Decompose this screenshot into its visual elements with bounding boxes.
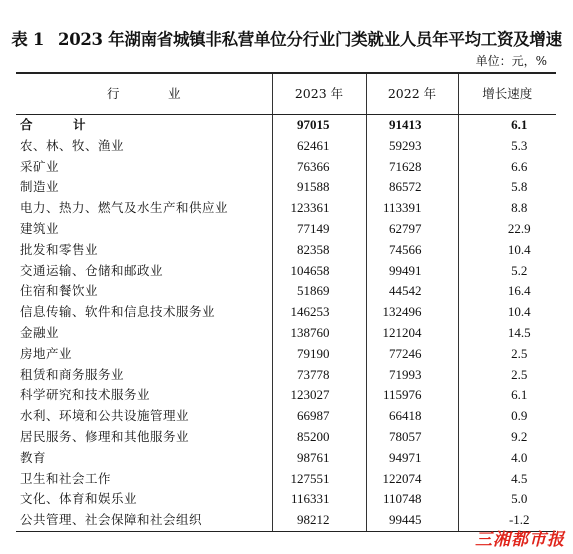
wage-2023-cell: 138760 [272, 323, 366, 344]
industry-cell: 公共管理、社会保障和社会组织 [16, 510, 272, 531]
wage-2023-cell: 85200 [272, 427, 366, 448]
table-number: 表 1 [11, 30, 45, 49]
growth-cell: 6.6 [458, 157, 556, 178]
wage-2023-cell: 116331 [272, 489, 366, 510]
growth-cell: 2.5 [458, 344, 556, 365]
wage-2022-cell: 113391 [366, 198, 458, 219]
wage-table [16, 72, 556, 532]
wage-2023-cell: 82358 [272, 240, 366, 261]
wage-2023-cell: 97015 [272, 115, 366, 136]
industry-cell: 水利、环境和公共设施管理业 [20, 408, 190, 424]
growth-cell: 10.4 [458, 302, 556, 323]
table-row [16, 136, 556, 157]
wage-2023-cell: 127551 [272, 469, 366, 490]
growth-cell: 4.0 [458, 448, 556, 469]
industry-cell: 批发和零售业 [20, 241, 99, 257]
wage-2023-cell: 146253 [272, 302, 366, 323]
growth-cell: 5.2 [458, 261, 556, 282]
wage-2023-cell: 73778 [272, 365, 366, 386]
table-title [0, 26, 573, 50]
industry-cell: 交通运输、仓储和邮政业 [20, 262, 164, 278]
table-row [16, 240, 556, 261]
table-row [16, 344, 556, 365]
wage-2022-cell: 74566 [366, 240, 458, 261]
industry-cell: 文化、体育和娱乐业 [20, 491, 138, 507]
industry-cell: 信息传输、软件和信息技术服务业 [20, 304, 216, 320]
industry-cell: 电力、热力、燃气及水生产和供应业 [20, 200, 229, 216]
growth-cell: 5.8 [458, 177, 556, 198]
wage-2022-cell: 99491 [366, 261, 458, 282]
table-row [16, 448, 556, 469]
growth-cell: 6.1 [458, 385, 556, 406]
wage-2023-cell: 62461 [272, 136, 366, 157]
table-row [16, 281, 556, 302]
table-row [16, 365, 556, 386]
industry-cell: 制造业 [20, 179, 60, 195]
growth-cell: 0.9 [458, 406, 556, 427]
table-row [16, 177, 556, 198]
table-row [16, 302, 556, 323]
industry-cell: 合 计 [20, 117, 100, 132]
industry-cell: 金融业 [20, 324, 60, 340]
wage-2022-cell: 59293 [366, 136, 458, 157]
wage-2022-cell: 86572 [366, 177, 458, 198]
table-row [16, 157, 556, 178]
industry-cell: 科学研究和技术服务业 [20, 387, 151, 403]
wage-2022-cell: 122074 [366, 469, 458, 490]
column-header-2022: 2022 年 [366, 73, 458, 115]
growth-cell: 6.1 [458, 115, 556, 136]
column-header-growth: 增长速度 [458, 73, 556, 115]
table-row [16, 489, 556, 510]
wage-2022-cell: 94971 [366, 448, 458, 469]
industry-cell: 教育 [20, 449, 47, 465]
growth-cell: 8.8 [458, 198, 556, 219]
wage-2023-cell: 91588 [272, 177, 366, 198]
table-row [16, 406, 556, 427]
wage-2023-cell: 123361 [272, 198, 366, 219]
wage-2023-cell: 51869 [272, 281, 366, 302]
wage-2022-cell: 78057 [366, 427, 458, 448]
wage-2022-cell: 71628 [366, 157, 458, 178]
unit-note: 单位：元，% [475, 54, 547, 68]
industry-cell: 住宿和餐饮业 [20, 283, 99, 299]
industry-cell: 居民服务、修理和其他服务业 [20, 428, 190, 444]
industry-cell: 卫生和社会工作 [20, 470, 112, 486]
growth-cell: 9.2 [458, 427, 556, 448]
wage-2023-cell: 77149 [272, 219, 366, 240]
wage-2023-cell: 104658 [272, 261, 366, 282]
wage-2023-cell: 98212 [272, 510, 366, 531]
column-header-industry: 行 业 [16, 73, 272, 115]
wage-2023-cell: 76366 [272, 157, 366, 178]
table-row [16, 261, 556, 282]
table-title-text: 2023 年湖南省城镇非私营单位分行业门类就业人员年平均工资及增速 [58, 30, 562, 49]
industry-cell: 采矿业 [20, 158, 60, 174]
table-row [16, 469, 556, 490]
growth-cell: 5.0 [458, 489, 556, 510]
table-row [16, 219, 556, 240]
wage-2022-cell: 99445 [366, 510, 458, 531]
wage-2022-cell: 71993 [366, 365, 458, 386]
growth-cell: 4.5 [458, 469, 556, 490]
wage-2022-cell: 44542 [366, 281, 458, 302]
header-row [16, 73, 556, 115]
growth-cell: 2.5 [458, 365, 556, 386]
industry-cell: 建筑业 [20, 220, 60, 236]
wage-2022-cell: 132496 [366, 302, 458, 323]
growth-cell: 10.4 [458, 240, 556, 261]
growth-cell: 5.3 [458, 136, 556, 157]
table-body [16, 115, 556, 532]
industry-cell: 租赁和商务服务业 [20, 366, 125, 382]
growth-cell: 14.5 [458, 323, 556, 344]
growth-cell: -1.2 [458, 510, 556, 531]
wage-2022-cell: 77246 [366, 344, 458, 365]
table-row [16, 198, 556, 219]
wage-2022-cell: 110748 [366, 489, 458, 510]
newspaper-logo: 三湘都市报 [475, 530, 565, 550]
wage-2023-cell: 66987 [272, 406, 366, 427]
wage-2022-cell: 66418 [366, 406, 458, 427]
wage-2023-cell: 98761 [272, 448, 366, 469]
table-row [16, 427, 556, 448]
industry-cell: 农、林、牧、渔业 [20, 137, 125, 153]
column-header-2023: 2023 年 [272, 73, 366, 115]
industry-cell: 房地产业 [20, 345, 73, 361]
growth-cell: 22.9 [458, 219, 556, 240]
wage-2022-cell: 121204 [366, 323, 458, 344]
wage-2023-cell: 79190 [272, 344, 366, 365]
table-row [16, 385, 556, 406]
wage-2022-cell: 62797 [366, 219, 458, 240]
wage-2022-cell: 91413 [366, 115, 458, 136]
table-row [16, 323, 556, 344]
table-row [16, 115, 556, 136]
growth-cell: 16.4 [458, 281, 556, 302]
wage-2023-cell: 123027 [272, 385, 366, 406]
wage-2022-cell: 115976 [366, 385, 458, 406]
